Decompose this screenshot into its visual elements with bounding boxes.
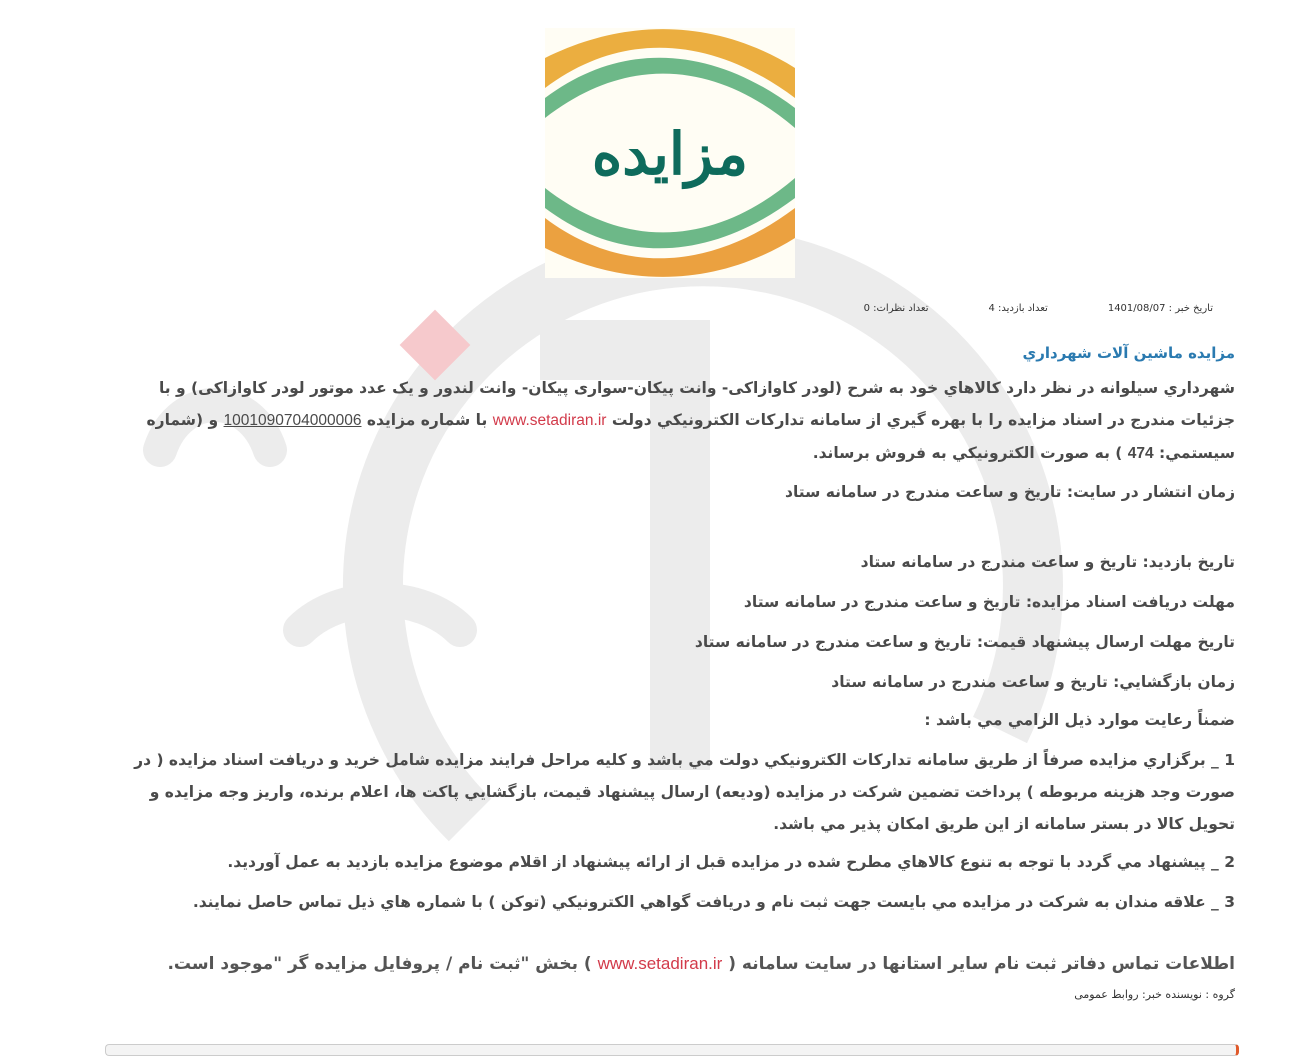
news-group-author: گروه : نویسنده خبر: روابط عمومی xyxy=(1074,988,1235,1001)
intro-text-2: با شماره مزايده xyxy=(361,411,493,429)
intro-paragraph xyxy=(105,372,1235,470)
visit-date: تاريخ بازديد: تاريخ و ساعت مندرج در سامانه ستاد xyxy=(860,553,1235,571)
docs-deadline: مهلت دريافت اسناد مزايده: تاريخ و ساعت مندرج در سامانه ستاد xyxy=(743,593,1235,611)
rule-item-3: 3 _ علاقه مندان به شركت در مزايده مي بايست جهت ثبت نام و دريافت گواهي الكترونيكي (توكن ) با شماره هاي ذيل تماس حاصل نمايند. xyxy=(192,893,1235,911)
comment-count: تعداد نظرات: 0 xyxy=(863,303,929,314)
publish-time: زمان انتشار در سايت: تاريخ و ساعت مندرج در سامانه ستاد xyxy=(784,483,1235,501)
comment-box-edge xyxy=(105,1044,1239,1056)
opening-time: زمان بازگشايي: تاريخ و ساعت مندرج در سامانه ستاد xyxy=(831,673,1235,691)
auction-number: 1001090704000006 xyxy=(223,412,362,429)
rule-item-1: 1 _ برگزاري مزايده صرفاً از طريق سامانه تداركات الكترونيكي دولت مي باشد و كليه مراحل فرايند مزايده شامل خريد و دريافت اسناد مزايده ( در صورت وجد هزينه مربوطه ) پرداخت تضمين شركت در مزايده (وديعه) ارسال پيشنهاد قيمت، بازگشايي پاكت ها، اعلام برنده، واريز وجه مزايده و تحويل كالا در بستر سامانه از اين طريق امكان پذير مي باشد. xyxy=(134,751,1235,833)
contact-text-2: ) بخش "ثبت نام / پروفايل مزايده گر "موجود است. xyxy=(167,954,598,974)
news-date: تاریخ خبر : 1401/08/07 xyxy=(1107,303,1213,314)
contact-text: اطلاعات تماس دفاتر ثبت نام ساير استانها در سايت سامانه ( xyxy=(722,954,1235,974)
setadiran-link-2[interactable]: www.setadiran.ir xyxy=(597,954,723,973)
article-title: مزايده ماشين آلات شهرداري xyxy=(1022,344,1235,362)
article-body xyxy=(105,342,1235,1001)
auction-banner-image xyxy=(545,28,795,278)
banner-title: مزايده xyxy=(591,120,749,188)
intro-text: شهرداري سيلوانه در نظر دارد كالاهاي خود به شرح (لودر کاوازاکی- وانت پیکان-سواری پیکان- وانت لندور و یک عدد موتور لودر کاوازاکی) و با جزئيات مندرج در اسناد مزايده را با بهره گيري از سامانه تداركات الكترونيكي دولت xyxy=(158,379,1235,429)
system-number: 474 xyxy=(1127,445,1154,462)
setadiran-link[interactable]: www.setadiran.ir xyxy=(492,412,607,429)
visit-count: تعداد بازدید: 4 xyxy=(988,303,1048,314)
contact-info xyxy=(105,948,1235,980)
offer-deadline: تاريخ مهلت ارسال پيشنهاد قيمت: تاريخ و ساعت مندرج در سامانه ستاد xyxy=(694,633,1235,651)
rule-item-2: 2 _ پيشنهاد مي گردد با توجه به تنوع كالاهاي مطرح شده در مزايده قبل از ارائه پيشنهاد از اقلام موضوع مزايده بازديد به عمل آورديد. xyxy=(227,853,1235,871)
news-meta xyxy=(864,303,1213,314)
notice: ضمناً رعايت موارد ذيل الزامي مي باشد : xyxy=(924,711,1235,729)
intro-text-3: و (شماره سيستمي: xyxy=(146,411,1235,462)
intro-text-4: ) به صورت الكترونيكي به فروش برساند. xyxy=(812,444,1128,462)
